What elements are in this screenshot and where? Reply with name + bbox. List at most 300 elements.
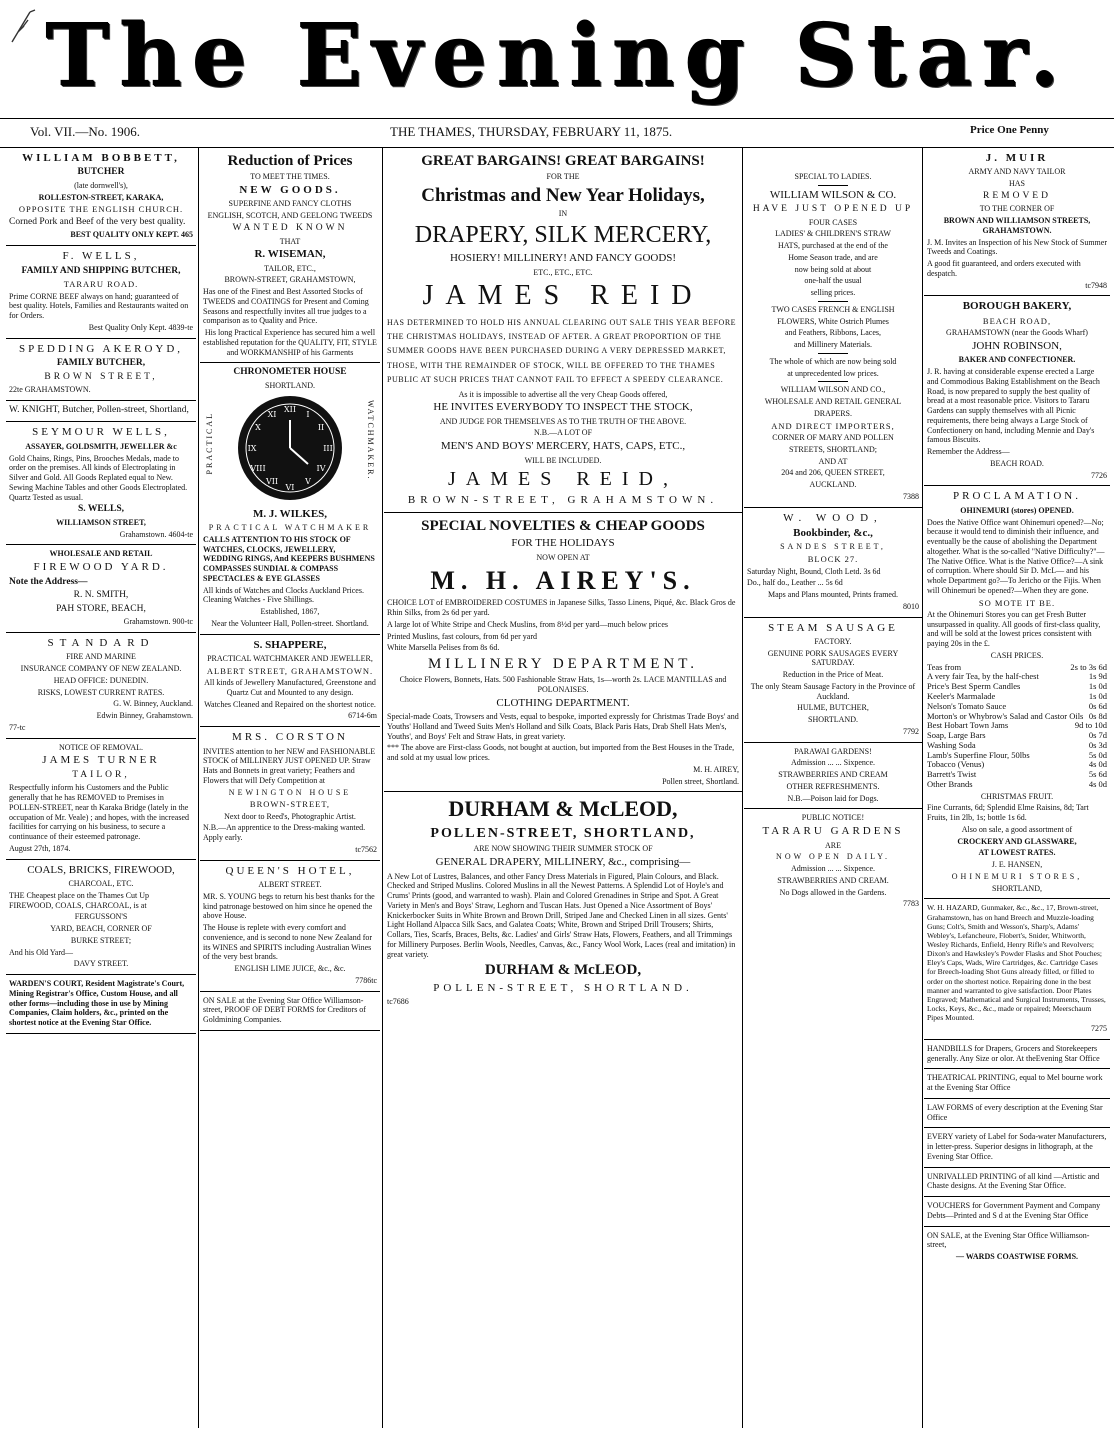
ad-body: J. R. having at considerable expense erected a Large and Commodious Baking Establishment on the Beach Road, is now prepared to supply the best quality of bread at a most reasonable price. Visitors to Tararu Gardens can supply themselves with all Picnic requirements, there being always a Large Stock of Confectionery on hand, including Mennie and Day's famous Biscuits. (927, 367, 1100, 445)
ad-heading: CHRONOMETER HOUSE (233, 367, 347, 378)
ad-line: 204 and 206, QUEEN STREET, (781, 468, 885, 478)
ad-heading: BOROUGH BAKERY, (962, 300, 1072, 313)
ad-line: ROLLESTON-STREET, KARAKA, (38, 192, 164, 202)
ad-body: ON SALE, at the Evening Star Office Williamson-street, (927, 1230, 1090, 1250)
ad-line: YARD, BEACH, CORNER OF (50, 924, 152, 934)
ad-line: GRAHAMSTOWN (near the Goods Wharf) (946, 328, 1088, 338)
ad-theatrical (924, 1069, 1110, 1099)
ad-line: Admission ... ... Sixpence. (791, 864, 875, 874)
ad-line: CHRISTMAS FRUIT. (980, 791, 1054, 801)
ad-wood-bookbinder (744, 508, 922, 618)
ad-body: *** The above are First-class Goods, not bought at auction, but imported from the Best Houses in the Trade, and sold at my usual low prices. (387, 743, 735, 763)
ad-borough-bakery (924, 296, 1110, 486)
ad-name: DURHAM & McLEOD, (448, 796, 678, 822)
ad-body: LAW FORMS of every description at the Evening Star Office (927, 1102, 1103, 1122)
ad-line: The whole of which are now being sold (769, 356, 897, 366)
ad-line: Also on sale, a good assortment of (961, 824, 1073, 834)
ad-line: PUBLIC NOTICE! (801, 813, 865, 823)
price-value: 0s 6d (1088, 700, 1107, 711)
dateline-bar (0, 118, 1114, 148)
ad-heading: QUEEN'S HOTEL, (225, 864, 355, 877)
ad-knight (6, 401, 196, 423)
ad-proclamation (924, 486, 1110, 899)
ad-line: FOR THE HOLIDAYS (511, 537, 615, 550)
ad-wardens-court (6, 975, 196, 1034)
ad-line: Saturday Night, Bound, Cloth Letd. 3s 6d (747, 566, 881, 576)
ad-body: All kinds of Watches and Clocks Auckland Prices. Cleaning Watches - Five Shillings. (203, 585, 364, 605)
ad-heading: STANDARD (47, 637, 155, 650)
ad-body: WARDEN'S COURT, Resident Magistrate's Court, Mining Registrar's Office, Custom House, and all other forms—including those in use by Mining Companies, Claim holders, &c., printed on the shortest notice at the Evening Star Office. (9, 979, 185, 1028)
ad-line: (late dornwell's), (74, 180, 128, 190)
ad-body: Choice Flowers, Bonnets, Hats. 500 Fashionable Straw Hats, 1s—worth 2s. LACE MANTILLAS and POLONAISES. (399, 675, 727, 695)
svg-text:IV: IV (316, 463, 326, 473)
ad-line: WILLIAM WILSON AND CO., (780, 385, 886, 395)
ad-line: N.B.—A LOT OF (533, 428, 593, 438)
price-value: 0s 8d (1088, 710, 1107, 721)
ad-heading: F. WELLS, (62, 250, 140, 263)
ad-body: Does the Native Office want Ohinemuri opened?—No; because it would tend to diminish their influence, and eventually be the cause of abolishing the Department altogether. What is the so-called "Native Difficulty?"—The Native Office. What is the Native Office?—A sink of corruption. Where should Sir D. McL— and his whole Department go?—To Jericho or the Fijis. When will Ohinemuri be opened?—When they are gone. (927, 517, 1105, 595)
price-item: Washing Soda (927, 739, 976, 750)
ad-line: SHORTLAND. (265, 381, 315, 391)
ad-line: TWO CASES FRENCH & ENGLISH (771, 304, 895, 314)
ad-line: DRAPERS. (813, 408, 852, 418)
ad-line: BEACH ROAD. (990, 458, 1044, 468)
ad-wiseman (200, 148, 380, 363)
issue-date: THE THAMES, THURSDAY, FEBRUARY 11, 1875. (390, 124, 673, 139)
ad-line: FIRE AND MARINE (66, 652, 136, 662)
ad-line: ENGLISH, SCOTCH, AND GEELONG TWEEDS (207, 211, 373, 221)
price-value: 0s 7d (1088, 730, 1107, 741)
svg-text:V: V (305, 476, 311, 486)
price-value: 0s 3d (1088, 739, 1107, 750)
ad-body: Gold Chains, Rings, Pins, Brooches Medals, made to order on the premises. All kinds of Electroplating in Silver and Gold. All Goods Replated equal to New. Sewing Machine Tables and other Goods Electroplated. Quartz Tested as usual. (9, 453, 188, 502)
ad-line: Reduction in the Price of Meat. (782, 670, 884, 680)
ad-footer: tc7686 (387, 997, 409, 1006)
column-3 (384, 148, 742, 1428)
ad-body: Fine Currants, 6d; Splendid Elme Raisins, 8d; Tart Fruits, 1in 2lb, 1s; bottle 1s 6d. (927, 803, 1089, 823)
ad-footer: Best Quality Only Kept. 4839-te (88, 322, 193, 332)
ad-body: Prime CORNE BEEF always on hand; guaranteed of best quality. Hotels, Families and Restaurants waited on for Orders. (9, 291, 189, 321)
ad-line: POLLEN-STREET, SHORTLAND, (430, 826, 696, 842)
ad-footer: Grahamstown. 4604-te (119, 529, 193, 539)
ad-line: ARMY AND NAVY TAILOR (968, 167, 1066, 177)
ad-line: HOSIERY! MILLINERY! AND FANCY GOODS! (449, 252, 677, 265)
ad-heading: Reduction of Prices (227, 153, 353, 169)
ad-line: STREETS, SHORTLAND; (789, 444, 877, 454)
column-5 (924, 148, 1110, 1428)
ad-line: CHARCOAL, ETC. (68, 879, 134, 889)
svg-text:VII: VII (265, 476, 279, 486)
ad-footer: BEST QUALITY ONLY KEPT. 465 (70, 230, 193, 240)
ad-line: OHINEMURI (stores) OPENED. (960, 505, 1074, 515)
ad-line: FACTORY. (814, 636, 852, 646)
ad-footer: 7275 (1091, 1024, 1107, 1034)
ad-line: AND DIRECT IMPORTERS, (771, 420, 895, 431)
price-value: 1s 0d (1088, 681, 1107, 692)
ad-heading: W. WOOD, (783, 511, 883, 524)
ad-coals (6, 860, 196, 975)
ad-line: — WARDS COASTWISE FORMS. (955, 1252, 1079, 1262)
ad-tararu-gardens (744, 809, 922, 914)
price-item: Best Hobart Town Jams (927, 720, 1009, 731)
ad-body: J. M. Invites an Inspection of his New Stock of Summer Tweeds and Coatings. (927, 237, 1107, 257)
ad-line: WATCHMAKER. (366, 399, 375, 481)
ad-footer: 22te GRAHAMSTOWN. (9, 385, 91, 395)
ad-line: BROWN STREET, (44, 371, 158, 382)
svg-text:XII: XII (283, 404, 297, 414)
ad-body: THE Cheapest place on the Thames Cut Up FIREWOOD, COALS, CHARCOAL, is at (9, 890, 150, 910)
ad-line: TAILOR, (72, 769, 130, 780)
ad-line: August 27th, 1874. (9, 843, 71, 853)
ad-body: The House is replete with every comfort and convenience, and is second to none New Zealand for its WINES and SPIRITS including Australian Wines of the very best brands. (203, 923, 373, 962)
ad-heading: PROCLAMATION. (953, 490, 1081, 503)
ad-law-forms (924, 1099, 1110, 1129)
ad-heading: WILLIAM BOBBETT, (22, 152, 180, 164)
price-item: Price's Best Sperm Candles (927, 681, 1021, 692)
ad-line: CROCKERY AND GLASSWARE, (957, 836, 1077, 846)
price-value: 4s 0d (1088, 778, 1107, 789)
ad-queens-hotel (200, 861, 380, 992)
ad-footer: 7783 (903, 899, 919, 909)
ad-line: CORNER OF MARY AND POLLEN (772, 433, 894, 443)
ad-heading: COALS, BRICKS, FIREWOOD, (27, 863, 175, 876)
ad-body: A New Lot of Lustres, Balances, and other Fancy Dress Materials in Figured, Plain Colours, and Black. Checked and Striped Muslins. Colored Muslins in all the Newest Patterns. A Splendid Lot of Hoyle's and Crums' Prints (good, and warranted to wash). Plain and Colored Grenadines in Stripe and Spot. A Great Variety in Men's and Boys' Straw, Leghorn and Tuscan Hats. Just Opened a Nice Assortment of Boys' Knickerbocker Suits in White Brown and Brown Drill, Striped Jane and Checked Linen in all sizes. Gents' Light Holland Alpacca Silk Sacs, and Galatea Coats; White, Brown and Striped Drill Trousers; Shirts, Collars, Ties, Scarfs, Braces, Belts, &c. Ladies' and Girls' Straw Hats, Flowers, Feathers, and all Trimmings for Millinery Purposes. Berlin Wools, Needles, Canvas, &c., Fancy Wool Work, Laces (real and imitation) in great variety. (387, 871, 736, 959)
ad-footer: Grahamstown. 900-tc (123, 617, 193, 627)
ad-line: MEN'S AND BOYS' MERCERY, HATS, CAPS, ETC., (440, 440, 686, 453)
ad-line: AND JUDGE FOR THEMSELVES AS TO THE TRUTH OF THE ABOVE. (439, 416, 687, 426)
ad-line: THAT (279, 236, 301, 246)
ad-line: AUCKLAND. (809, 480, 857, 490)
ad-line: PRACTICAL (205, 411, 214, 475)
ad-line: SPECIAL TO LADIES. (794, 172, 872, 181)
ad-line: SANDES STREET, (780, 542, 886, 552)
ad-proof-of-debt (200, 992, 380, 1031)
ad-line: HE INVITES EVERYBODY TO INSPECT THE STOCK, (433, 401, 693, 414)
ad-heading: SPECIAL NOVELTIES & CHEAP GOODS (421, 518, 705, 535)
ad-line: and Feathers, Ribbons, Laces, (785, 328, 881, 338)
ad-line: No Dogs allowed in the Gardens. (779, 887, 887, 897)
ad-heading: JAMES TURNER (42, 754, 160, 767)
ad-line: RISKS, LOWEST CURRENT RATES. (37, 687, 165, 697)
ad-line: OPPOSITE THE ENGLISH CHURCH. (18, 204, 184, 215)
ad-line: FLOWERS, White Ostrich Plumes (777, 316, 889, 326)
ad-airey (384, 513, 742, 792)
ad-line: Christmas and New Year Holidays, (421, 185, 705, 207)
ad-line: Remember the Address— (927, 447, 1010, 457)
ad-body: CHOICE LOT of EMBROIDERED COSTUMES in Japanese Silks, Tasso Linens, Piqué, &c. Black Gros de Rhin Silks, from 2s 6d per yard. (387, 598, 736, 618)
price-item: Other Brands (927, 778, 973, 789)
ad-line: BROWN-STREET, GRAHAMSTOWN, (224, 275, 356, 285)
svg-text:VI: VI (285, 482, 295, 492)
price-value: 5s 0d (1088, 749, 1107, 760)
ad-line: AT LOWEST RATES. (978, 848, 1056, 858)
ad-body: UNRIVALLED PRINTING of all kind —Artistic and Chaste designs. At the Evening Star Office. (927, 1171, 1100, 1191)
ad-body: CALLS ATTENTION TO HIS STOCK OF WATCHES, CLOCKS, JEWELLERY, WEDDING RINGS, And KEEPERS BUSHMENS COMPASSES SUNDIAL & COMPASS SPECTACLES & EYE GLASSES (203, 534, 375, 583)
price-item: Nelson's Tomato Sauce (927, 700, 1007, 711)
ad-line: The only Steam Sausage Factory in the Province of Auckland. (750, 681, 916, 701)
ad-line: HULME, BUTCHER, (797, 703, 869, 713)
ad-standard-insurance (6, 633, 196, 739)
ad-corston (200, 727, 380, 861)
ad-line: Bookbinder, &c., (793, 527, 873, 539)
ad-line: HEAD OFFICE: DUNEDIN. (53, 675, 149, 685)
ad-line: Next door to Reed's, Photographic Artist. (224, 811, 356, 821)
ad-line: PAH STORE, BEACH, (56, 603, 146, 614)
ad-heading: TARARU GARDENS (762, 825, 904, 838)
ad-line: BURKE STREET; (70, 935, 132, 945)
ad-body: His long Practical Experience has secured him a well established reputation for the QUALITY, FIT, STYLE and WORKMANSHIP of his Garments (203, 328, 377, 357)
ad-line: N.B.—Poison laid for Dogs. (787, 793, 879, 803)
price-value: 1s 9d (1088, 671, 1107, 682)
ad-shappere (200, 635, 380, 728)
issue-price: Price One Penny (970, 124, 1049, 136)
ad-line: WHOLESALE AND RETAIL (49, 549, 153, 559)
ad-line: Near the Volunteer Hall, Pollen-street. Shortland. (211, 618, 369, 628)
ad-line: ARE NOW SHOWING THEIR SUMMER STOCK OF (473, 844, 653, 854)
ad-line: TO MEET THE TIMES. (250, 172, 330, 182)
ad-heading: SPEDDING AKEROYD, (18, 342, 184, 355)
price-value: 5s 6d (1088, 769, 1107, 780)
column-1 (6, 148, 196, 1428)
ad-line: MILLINERY DEPARTMENT. (427, 656, 699, 673)
clock-icon (236, 394, 344, 502)
price-item: Tobacco (Venus) (927, 759, 985, 770)
ad-line: BUTCHER (77, 167, 125, 178)
ad-james-reid (384, 148, 742, 513)
ad-parawai-gardens (744, 743, 922, 810)
ad-body: W. KNIGHT, Butcher, Pollen-street, Shortland, (9, 404, 189, 415)
feather-quill-icon (8, 6, 38, 46)
ad-body: ON SALE at the Evening Star Office Williamson-street, PROOF OF DEBT FORMS for Creditors of Goldmining Companies. (203, 995, 366, 1025)
ad-line: TO THE CORNER OF (979, 204, 1055, 214)
price-item: Teas from (927, 661, 962, 672)
ad-body: At the Ohinemuri Stores you can get Fresh Butter unsurpassed in quality. All goods of first-class quality, and will be sold at the lowest prices consistent with paying 20s in the £. (927, 609, 1101, 649)
ad-line: FAMILY BUTCHER, (56, 357, 146, 368)
ad-body: All kinds of Jewellery Manufactured, Greenstone and Quartz Cut and Mounted to any design. (204, 678, 376, 697)
ad-line: Do., half do., Leather ... 5s 6d (747, 578, 843, 588)
column-rule (198, 148, 199, 1428)
ad-line: G. W. Binney, Auckland. (113, 699, 193, 709)
ad-turner (6, 739, 196, 860)
price-value: 9d to 10d (1074, 720, 1107, 731)
ad-line: TARARU ROAD. (63, 279, 139, 290)
ad-line: FOR THE (546, 172, 580, 182)
ad-heading: PARAWAI GARDENS! (794, 746, 872, 756)
price-value: 4s 0d (1088, 759, 1107, 770)
ad-vouchers (924, 1197, 1110, 1227)
ad-body: HANDBILLS for Drapers, Grocers and Storekeepers generally. Any Size or olor. At theEvening Star Office (927, 1043, 1100, 1063)
ad-line: TAILOR, ETC., (264, 263, 316, 273)
ad-body: W. H. HAZARD, Gunmaker, &c., &c., 17, Brown-street, Grahamstown, has on hand Breech and Muzzle-loading Guns; Colt's, Smith and Wesson's, Sharp's, Adams' Webley's, Lefancheure, Flobert's, Snider, Whitworth, Wesley Richards, Enfield, Henry Rifle's and Revolvers; Dixon's and Hawksley's Powder Flasks and Shot Pouches; Eley's Caps, Wads, Wire Cartridges, &c. Cartridge Cases for Breech-loading Shot Guns already filled, or filled to order on the shortest notice. Repairing done in the best manner and warranted to give satisfaction. Door Plates Engraved; Mathematical and Surgical Instruments, Trusses, Locks, Keys, &c., &c., made or repaired; Meerschaum Pipes Mounted. (927, 903, 1106, 1023)
ad-seymour-wells (6, 422, 196, 545)
ad-line: FERGUSSON'S (74, 912, 128, 922)
ad-line: and Millinery Materials. (794, 340, 872, 350)
ad-line: PRACTICAL WATCHMAKER AND JEWELLER, (207, 654, 373, 664)
ad-line: BAKER AND CONFECTIONER. (958, 355, 1076, 365)
ad-durham-mcleod (384, 792, 742, 1011)
ad-handbills (924, 1040, 1110, 1070)
ad-line: N.B.—An apprentice to the Dress-making wanted. Apply early. (203, 823, 366, 843)
price-item: A very fair Tea, by the half-chest (927, 671, 1039, 682)
ad-line: DURHAM & McLEOD, (484, 962, 642, 979)
ad-line: BROWN AND WILLIAMSON STREETS, GRAHAMSTOWN. (943, 216, 1091, 235)
ad-line: HAVE JUST OPENED UP (752, 204, 914, 215)
ad-heading: GREAT BARGAINS! GREAT BARGAINS! (421, 153, 705, 169)
ad-line: ENGLISH LIME JUICE, &c., &c. (234, 964, 346, 974)
ad-line: POLLEN-STREET, SHORTLAND. (433, 981, 693, 994)
price-item: Keeler's Marmalade (927, 690, 996, 701)
ad-akeroyd (6, 339, 196, 401)
ad-line: SHORTLAND, (992, 883, 1042, 893)
ad-line: at unprecedented low prices. (787, 368, 879, 378)
ad-footer: 6714-6m (348, 711, 377, 721)
volume-number: Vol. VII.—No. 1906. (30, 124, 141, 139)
price-item: Morton's or Whybrow's Salad and Castor Oils (927, 710, 1084, 721)
ad-line: Pollen street, Shortland. (662, 776, 739, 786)
ad-line: AND AT (818, 456, 848, 466)
ad-heading: SEYMOUR WELLS, (32, 426, 170, 439)
ad-line: selling prices. (810, 288, 856, 298)
ad-line: M. H. AIREY, (693, 764, 739, 774)
ad-line: HATS, purchased at the end of the (778, 241, 888, 251)
ad-line: BROWN-STREET, (249, 799, 331, 810)
column-rule (742, 148, 743, 1428)
ad-line: PRACTICAL WATCHMAKER (208, 523, 372, 533)
ad-name: JAMES REID (422, 280, 704, 312)
ad-footer: 7792 (903, 726, 919, 736)
price-value: 1s 0d (1088, 690, 1107, 701)
ad-line: JOHN ROBINSON, (972, 340, 1062, 352)
ad-line: CLOTHING DEPARTMENT. (496, 696, 630, 709)
ad-line: INSURANCE COMPANY OF NEW ZEALAND. (20, 664, 182, 674)
price-item: Soap, Large Bars (927, 730, 986, 741)
svg-text:VIII: VIII (250, 463, 266, 473)
ad-line: And his Old Yard— (9, 947, 74, 957)
price-row (927, 780, 1107, 790)
ad-line: ALBERT STREET, GRAHAMSTOWN. (206, 665, 374, 676)
ad-line: FAMILY AND SHIPPING BUTCHER, (21, 265, 181, 276)
ad-body: Has one of the Finest and Best Assorted Stocks of TWEEDS and COATINGS for Present and Coming Seasons and respectfully invites all true judges to a comparison as to Quality and Price. (203, 287, 369, 326)
ad-line: HAS (1008, 179, 1025, 189)
svg-text:XI: XI (267, 409, 277, 419)
ad-line: SO MOTE IT BE. (978, 597, 1056, 608)
price-item: Lamb's Superfine Flour, 50lbs (927, 749, 1030, 760)
ad-line: Established, 1867, (260, 607, 320, 617)
ad-heading: WILLIAM WILSON & CO. (769, 188, 897, 201)
ad-coastwise-forms (924, 1227, 1110, 1267)
ad-footer: 77-tc (9, 722, 26, 732)
ad-body: MR. S. YOUNG begs to return his best thanks for the kind patronage bestowed on him since he opened the above House. (203, 891, 375, 921)
svg-text:III: III (323, 443, 333, 453)
ad-line: BLOCK 27. (807, 554, 859, 565)
ad-line: NEW GOODS. (239, 184, 341, 197)
svg-text:I: I (306, 409, 310, 419)
ad-body: HAS DETERMINED TO HOLD HIS ANNUAL CLEARING OUT SALE THIS YEAR BEFORE THE CHRISTMAS HOLIDAYS, INSTEAD OF AFTER. A GREAT PROPORTION OF THE SUMMER GOODS HAVE BEEN PURCHASED DURING A VERY DEPRESSED MARKET, THOSE, WITH THE REMAINDER OF STOCK, WILL BE OFFERED TO THE THAMES PUBLIC AT SUCH PRICES THAT CANNOT FAIL TO EFFECT A SPEEDY CLEARANCE. (387, 317, 737, 385)
ad-body: Watches Cleaned and Repaired on the shortest notice. (204, 699, 376, 709)
price-item: Barrett's Twist (927, 769, 977, 780)
ad-name: M. H. AIREY'S. (430, 565, 696, 595)
ad-line: J. E. HANSEN, (991, 860, 1043, 870)
ad-line: DRAPERY, SILK MERCERY, (414, 221, 712, 248)
ad-line: NOW OPEN DAILY. (776, 852, 890, 862)
ad-line: Admission ... ... Sixpence. (791, 758, 875, 768)
ad-line: DAVY STREET. (73, 959, 129, 969)
ad-steam-sausage (744, 618, 922, 743)
ad-body: A good fit guaranteed, and orders executed with despatch. (927, 259, 1081, 278)
ad-line: OHINEMURI STORES, (951, 871, 1083, 881)
svg-text:II: II (317, 422, 325, 432)
ad-wells-butcher (6, 246, 196, 338)
ad-line: CASH PRICES. (990, 650, 1044, 660)
ad-heading: STEAM SAUSAGE (768, 621, 898, 634)
ad-footer: 7726 (1091, 470, 1107, 480)
ad-line: WILLIAMSON STREET, (56, 517, 146, 527)
price-list (927, 663, 1107, 790)
ad-line: NEWINGTON HOUSE (228, 787, 352, 797)
ad-body: Printed Muslins, fast colours, from 6d per yard (387, 631, 537, 641)
masthead (0, 0, 1114, 112)
column-4 (744, 148, 922, 1428)
ad-william-wilson (744, 148, 922, 508)
ad-footer: tc7948 (1085, 280, 1107, 290)
ad-body: INVITES attention to her NEW and FASHIONABLE STOCK of MILLINERY JUST OPENED UP. Straw Hats and Bonnets in great variety; Feathers and Flowers that will Defy Competition at (203, 746, 376, 785)
ad-line: JAMES REID, (447, 468, 678, 491)
ad-heading: MRS. CORSTON (232, 731, 348, 744)
ad-line: SUPERFINE AND FANCY CLOTHS (228, 199, 352, 209)
ad-body: Special-made Coats, Trowsers and Vests, equal to bespoke, imported expressly for Christmas Trade Boys' and Youths' Holland and Tweed Suits Men's Holland and Silk Coats, Black Paris Hats, Drab Shell Hats Men's, Youths', and Boys' Felt and Straw Hats, in great variety. (387, 712, 739, 741)
svg-text:X: X (255, 422, 261, 432)
ad-hazard-gunmaker (924, 899, 1110, 1040)
column-rule (922, 148, 923, 1428)
ad-line: Home Season trade, and are (788, 252, 878, 262)
ad-line: BEACH ROAD, (982, 315, 1052, 326)
ad-heading: S. SHAPPERE, (253, 638, 327, 651)
ad-heading: J. MUIR (985, 152, 1049, 164)
ad-line: REMOVED (983, 190, 1051, 201)
ad-line: one-half the usual (804, 276, 862, 286)
ad-heading: M. J. WILKES, (252, 507, 328, 520)
ad-line: OTHER REFRESHMENTS. (786, 781, 880, 791)
column-2 (200, 148, 380, 1428)
ad-line: ASSAYER, GOLDSMITH, JEWELLER &c (25, 441, 177, 451)
ad-line: STRAWBERRIES AND CREAM (778, 770, 888, 780)
ad-line: ARE (825, 840, 841, 850)
ad-body: White Marsella Pelises from 8s 6d. (387, 643, 500, 653)
ad-line: As it is impossible to advertise all the very Cheap Goods offered, (458, 389, 668, 399)
ad-line: Note the Address— (9, 576, 88, 587)
ad-line: Maps and Plans mounted, Prints framed. (768, 590, 898, 600)
ad-body: VOUCHERS for Government Payment and Company Debts—Printed and S d at the Evening Star Office (927, 1201, 1101, 1220)
ad-footer: 8010 (903, 601, 919, 611)
ad-footer: 7388 (903, 491, 919, 501)
ad-labels (924, 1128, 1110, 1167)
ad-line: ETC., ETC., ETC. (533, 267, 593, 277)
ad-line: FOUR CASES (808, 217, 858, 227)
ad-body: A large lot of White Stripe and Check Muslins, from 8½d per yard—much below prices (387, 619, 668, 629)
newspaper-title: The Evening Star. (44, 5, 1070, 106)
ad-muir (924, 148, 1110, 296)
ad-body: GENUINE PORK SAUSAGES EVERY SATURDAY. (767, 648, 899, 668)
ad-body: THEATRICAL PRINTING, equal to Mel bourne work at the Evening Star Office (927, 1073, 1103, 1093)
ad-line: Edwin Binney, Grahamstown. (96, 711, 193, 721)
ad-firewood (6, 545, 196, 633)
ad-heading: FIREWOOD YARD. (33, 561, 169, 574)
ad-line: R. WISEMAN, (254, 248, 326, 261)
ad-line: GENERAL DRAPERY, MILLINERY, &c., comprising— (435, 856, 691, 869)
price-value: 2s to 3s 6d (1070, 661, 1107, 672)
ad-footer: 7786tc (355, 975, 377, 985)
ad-line: IN (558, 209, 568, 219)
